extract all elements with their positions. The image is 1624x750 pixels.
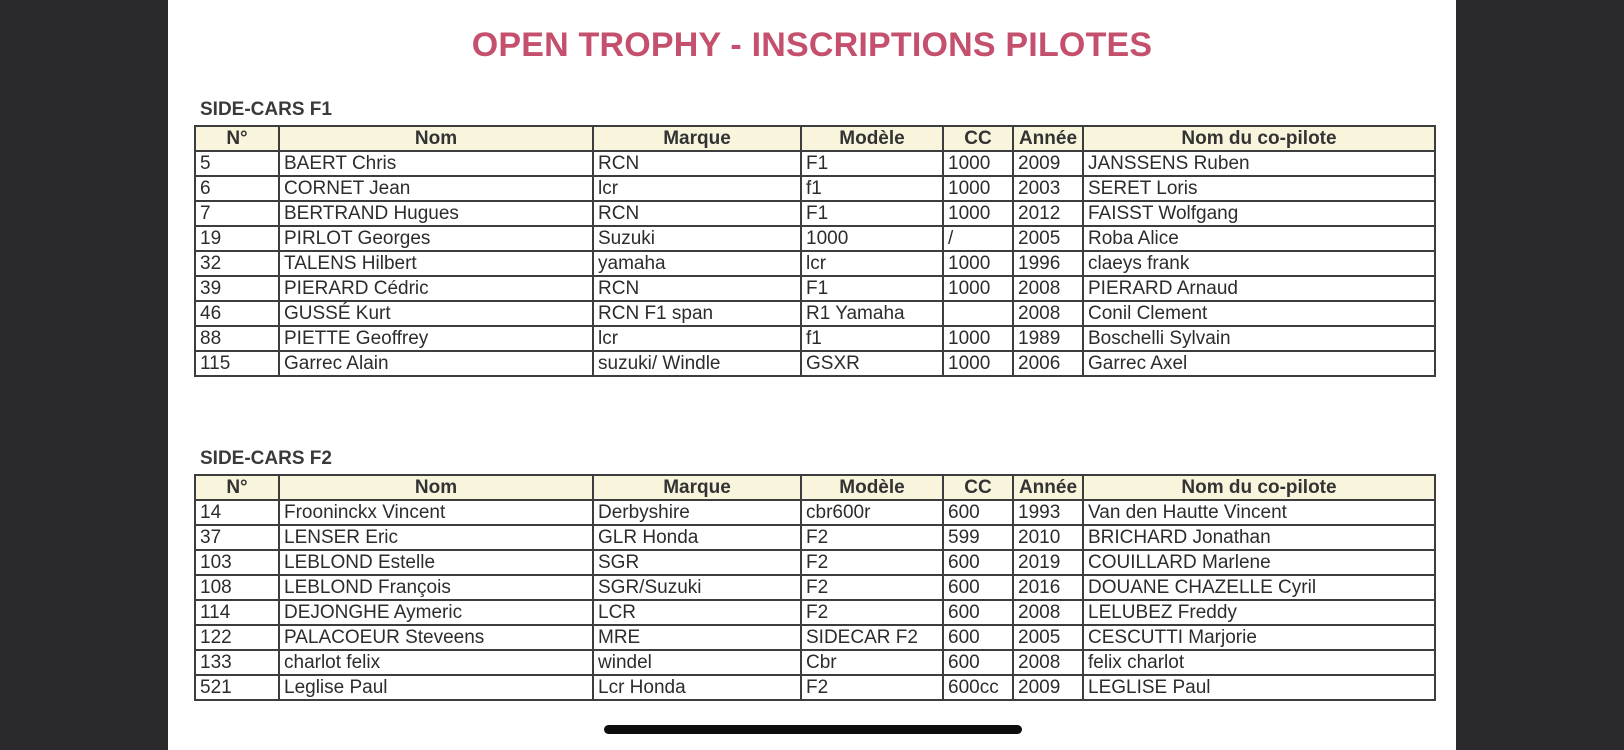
cell-name: BERTRAND Hugues (279, 201, 593, 226)
cell-brand: MRE (593, 625, 801, 650)
table-row (195, 176, 1435, 201)
cell-brand: windel (593, 650, 801, 675)
cell-brand: GLR Honda (593, 525, 801, 550)
cell-model: lcr (801, 251, 943, 276)
cell-name: Garrec Alain (279, 351, 593, 376)
header-row (195, 126, 1435, 151)
cell-number: 6 (195, 176, 279, 201)
cell-model: F1 (801, 201, 943, 226)
cell-name: Leglise Paul (279, 675, 593, 700)
cell-model: f1 (801, 176, 943, 201)
cell-cc: 1000 (943, 351, 1013, 376)
cell-name: PIERARD Cédric (279, 276, 593, 301)
cell-year: 1993 (1013, 500, 1083, 525)
cell-name: LEBLOND Estelle (279, 550, 593, 575)
cell-model: F1 (801, 151, 943, 176)
cell-year: 2005 (1013, 226, 1083, 251)
cell-name: PIETTE Geoffrey (279, 326, 593, 351)
cell-number: 103 (195, 550, 279, 575)
cell-number: 88 (195, 326, 279, 351)
cell-copilot: COUILLARD Marlene (1083, 550, 1435, 575)
table-row (195, 525, 1435, 550)
home-indicator[interactable] (604, 725, 1022, 734)
cell-copilot: Roba Alice (1083, 226, 1435, 251)
cell-number: 19 (195, 226, 279, 251)
cell-brand: SGR (593, 550, 801, 575)
cell-cc: 599 (943, 525, 1013, 550)
cell-year: 2016 (1013, 575, 1083, 600)
table-row (195, 226, 1435, 251)
cell-brand: lcr (593, 176, 801, 201)
cell-model: f1 (801, 326, 943, 351)
cell-name: Frooninckx Vincent (279, 500, 593, 525)
cell-model: F2 (801, 550, 943, 575)
section-title-f1: SIDE-CARS F1 (200, 99, 332, 120)
cell-brand: suzuki/ Windle (593, 351, 801, 376)
cell-brand: RCN (593, 201, 801, 226)
column-header-name: Nom (279, 475, 593, 500)
cell-model: F2 (801, 575, 943, 600)
table-row (195, 625, 1435, 650)
cell-cc: 1000 (943, 176, 1013, 201)
table-row (195, 675, 1435, 700)
table-row (195, 550, 1435, 575)
cell-cc: 1000 (943, 251, 1013, 276)
cell-year: 2009 (1013, 675, 1083, 700)
cell-year: 2005 (1013, 625, 1083, 650)
table-row (195, 301, 1435, 326)
cell-copilot: FAISST Wolfgang (1083, 201, 1435, 226)
table-row (195, 650, 1435, 675)
cell-copilot: PIERARD Arnaud (1083, 276, 1435, 301)
column-header-year: Année (1013, 475, 1083, 500)
cell-name: BAERT Chris (279, 151, 593, 176)
table-row (195, 575, 1435, 600)
cell-cc: 1000 (943, 326, 1013, 351)
column-header-number: N° (195, 126, 279, 151)
cell-year: 2006 (1013, 351, 1083, 376)
table-row (195, 201, 1435, 226)
table-row (195, 151, 1435, 176)
cell-model: F2 (801, 525, 943, 550)
cell-name: PIRLOT Georges (279, 226, 593, 251)
cell-brand: RCN (593, 151, 801, 176)
cell-brand: SGR/Suzuki (593, 575, 801, 600)
cell-year: 2008 (1013, 276, 1083, 301)
cell-number: 46 (195, 301, 279, 326)
cell-cc: 600 (943, 600, 1013, 625)
cell-cc: 600cc (943, 675, 1013, 700)
cell-number: 108 (195, 575, 279, 600)
cell-year: 1996 (1013, 251, 1083, 276)
table-side-cars-f2 (194, 474, 1436, 701)
cell-number: 115 (195, 351, 279, 376)
table-side-cars-f1 (194, 125, 1436, 377)
cell-name: LENSER Eric (279, 525, 593, 550)
cell-number: 37 (195, 525, 279, 550)
document-page (168, 0, 1456, 750)
cell-number: 133 (195, 650, 279, 675)
cell-cc: 600 (943, 625, 1013, 650)
cell-number: 7 (195, 201, 279, 226)
cell-year: 2012 (1013, 201, 1083, 226)
cell-brand: LCR (593, 600, 801, 625)
cell-cc: 1000 (943, 151, 1013, 176)
table-row (195, 251, 1435, 276)
cell-brand: RCN F1 span (593, 301, 801, 326)
cell-year: 2008 (1013, 650, 1083, 675)
cell-copilot: BRICHARD Jonathan (1083, 525, 1435, 550)
cell-copilot: LEGLISE Paul (1083, 675, 1435, 700)
column-header-brand: Marque (593, 475, 801, 500)
cell-name: TALENS Hilbert (279, 251, 593, 276)
cell-year: 1989 (1013, 326, 1083, 351)
column-header-brand: Marque (593, 126, 801, 151)
table-row (195, 326, 1435, 351)
cell-copilot: Van den Hautte Vincent (1083, 500, 1435, 525)
column-header-cc: CC (943, 126, 1013, 151)
cell-brand: Suzuki (593, 226, 801, 251)
column-header-name: Nom (279, 126, 593, 151)
header-row (195, 475, 1435, 500)
cell-cc: / (943, 226, 1013, 251)
cell-model: cbr600r (801, 500, 943, 525)
cell-copilot: Garrec Axel (1083, 351, 1435, 376)
cell-number: 5 (195, 151, 279, 176)
cell-model: R1 Yamaha (801, 301, 943, 326)
cell-copilot: CESCUTTI Marjorie (1083, 625, 1435, 650)
cell-brand: Derbyshire (593, 500, 801, 525)
cell-copilot: SERET Loris (1083, 176, 1435, 201)
cell-number: 122 (195, 625, 279, 650)
column-header-number: N° (195, 475, 279, 500)
cell-number: 521 (195, 675, 279, 700)
cell-name: LEBLOND François (279, 575, 593, 600)
cell-name: DEJONGHE Aymeric (279, 600, 593, 625)
cell-number: 32 (195, 251, 279, 276)
cell-brand: RCN (593, 276, 801, 301)
cell-copilot: Conil Clement (1083, 301, 1435, 326)
cell-name: CORNET Jean (279, 176, 593, 201)
cell-number: 114 (195, 600, 279, 625)
cell-name: charlot felix (279, 650, 593, 675)
column-header-model: Modèle (801, 126, 943, 151)
cell-cc (943, 301, 1013, 326)
cell-model: SIDECAR F2 (801, 625, 943, 650)
cell-copilot: DOUANE CHAZELLE Cyril (1083, 575, 1435, 600)
cell-copilot: LELUBEZ Freddy (1083, 600, 1435, 625)
cell-cc: 600 (943, 575, 1013, 600)
cell-copilot: claeys frank (1083, 251, 1435, 276)
table-row (195, 500, 1435, 525)
cell-year: 2009 (1013, 151, 1083, 176)
cell-year: 2019 (1013, 550, 1083, 575)
cell-brand: lcr (593, 326, 801, 351)
cell-brand: Lcr Honda (593, 675, 801, 700)
column-header-cc: CC (943, 475, 1013, 500)
cell-copilot: felix charlot (1083, 650, 1435, 675)
cell-model: 1000 (801, 226, 943, 251)
column-header-copilot: Nom du co-pilote (1083, 126, 1435, 151)
cell-name: GUSSÉ Kurt (279, 301, 593, 326)
cell-year: 2008 (1013, 600, 1083, 625)
table-row (195, 351, 1435, 376)
column-header-year: Année (1013, 126, 1083, 151)
cell-cc: 600 (943, 550, 1013, 575)
cell-copilot: Boschelli Sylvain (1083, 326, 1435, 351)
cell-model: F2 (801, 675, 943, 700)
cell-model: F2 (801, 600, 943, 625)
cell-year: 2003 (1013, 176, 1083, 201)
table-row (195, 276, 1435, 301)
cell-cc: 1000 (943, 201, 1013, 226)
page-title: OPEN TROPHY - INSCRIPTIONS PILOTES (471, 26, 1153, 64)
column-header-model: Modèle (801, 475, 943, 500)
cell-model: GSXR (801, 351, 943, 376)
table-row (195, 600, 1435, 625)
cell-year: 2010 (1013, 525, 1083, 550)
cell-brand: yamaha (593, 251, 801, 276)
cell-cc: 1000 (943, 276, 1013, 301)
cell-copilot: JANSSENS Ruben (1083, 151, 1435, 176)
cell-number: 39 (195, 276, 279, 301)
cell-model: Cbr (801, 650, 943, 675)
cell-name: PALACOEUR Steveens (279, 625, 593, 650)
cell-number: 14 (195, 500, 279, 525)
column-header-copilot: Nom du co-pilote (1083, 475, 1435, 500)
cell-year: 2008 (1013, 301, 1083, 326)
cell-cc: 600 (943, 500, 1013, 525)
cell-cc: 600 (943, 650, 1013, 675)
cell-model: F1 (801, 276, 943, 301)
section-title-f2: SIDE-CARS F2 (200, 448, 332, 469)
